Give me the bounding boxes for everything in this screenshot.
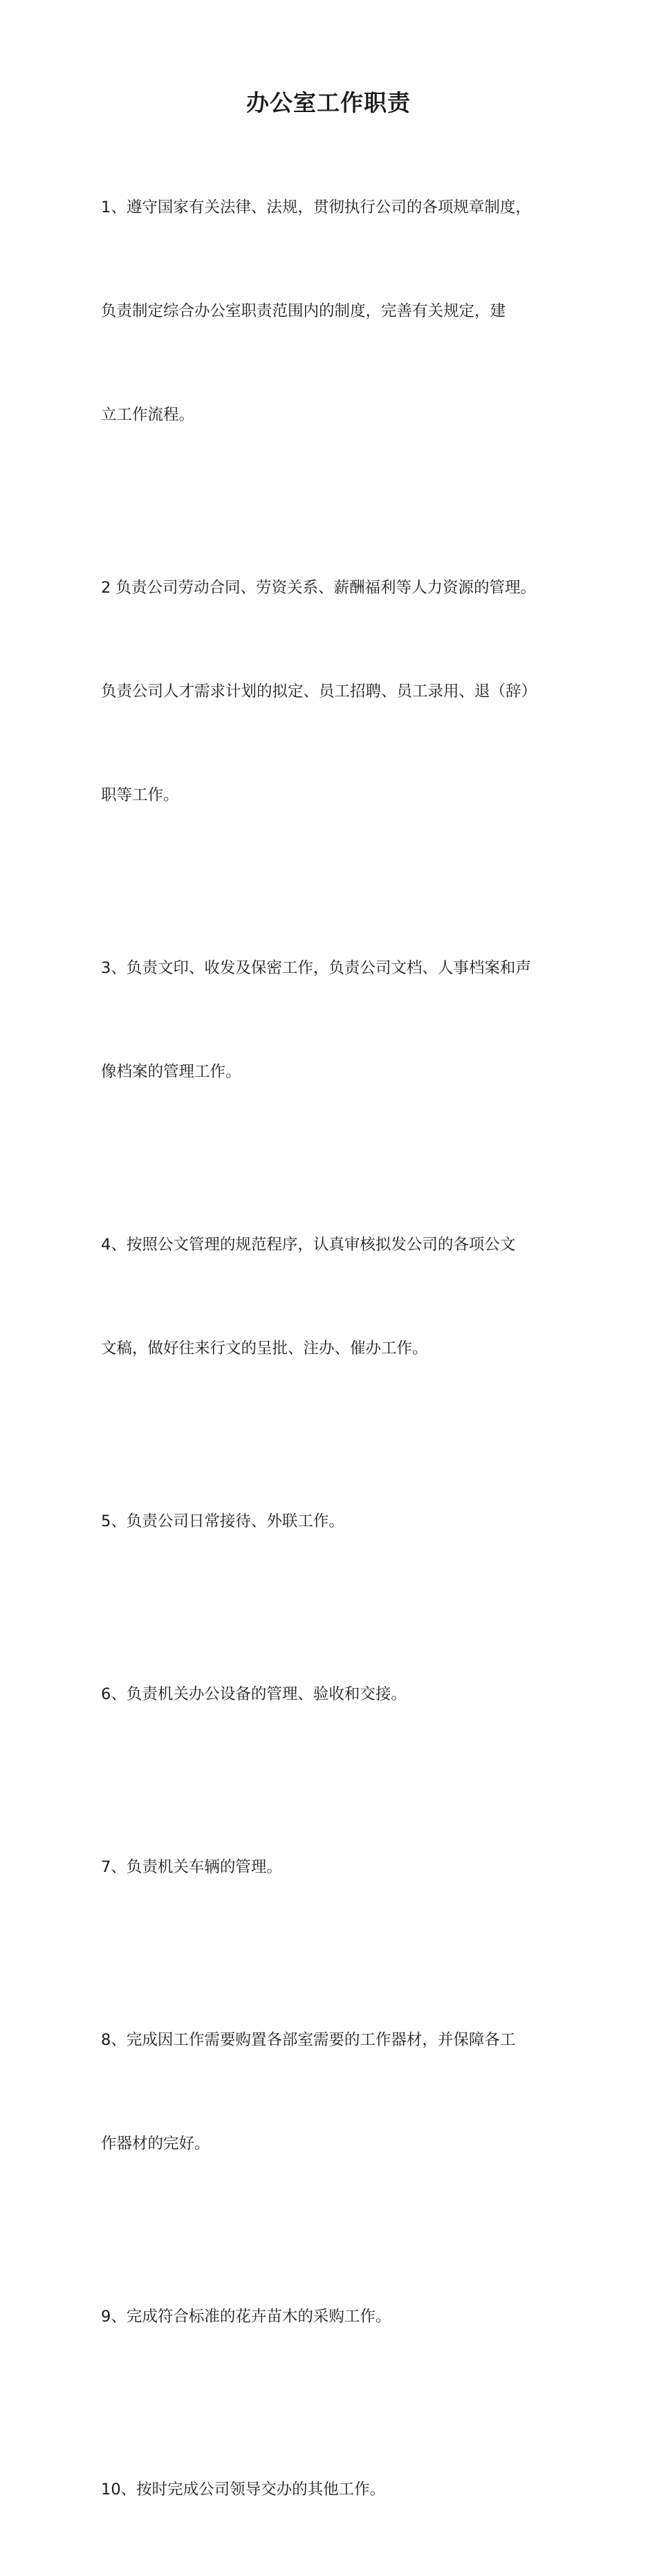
duty-item-3 xyxy=(101,882,578,1158)
duty-item-8 xyxy=(101,1954,578,2230)
duty-line: 立工作流程。 xyxy=(101,406,195,424)
duty-line: 2 负责公司劳动合同、劳资关系、薪酬福利等人力资源的管理。 xyxy=(101,579,536,597)
duty-line: 7、负责机关车辆的管理。 xyxy=(101,1858,282,1876)
duty-item-10 xyxy=(101,2403,578,2576)
duty-line: 文稿，做好往来行文的呈批、注办、催办工作。 xyxy=(101,1340,428,1358)
duty-item-9 xyxy=(101,2230,578,2403)
duty-line: 4、按照公文管理的规范程序，认真审核拟发公司的各项公文 xyxy=(101,1236,516,1254)
duty-line: 5、负责公司日常接待、外联工作。 xyxy=(101,1512,344,1530)
duty-item-1 xyxy=(101,121,578,501)
duty-item-7 xyxy=(101,1781,578,1954)
duty-line: 10、按时完成公司领导交办的其他工作。 xyxy=(101,2481,386,2499)
duty-line: 作器材的完好。 xyxy=(101,2135,210,2153)
document-title: 办公室工作职责 xyxy=(246,89,411,116)
duty-line: 1、遵守国家有关法律、法规，贯彻执行公司的各项规章制度， xyxy=(101,198,531,216)
duty-line: 9、完成符合标准的花卉苗木的采购工作。 xyxy=(101,2308,391,2326)
duty-line: 8、完成因工作需要购置各部室需要的工作器材，并保障各工 xyxy=(101,2031,516,2049)
document-body xyxy=(101,121,578,2576)
duty-item-5 xyxy=(101,1435,578,1608)
duty-item-6 xyxy=(101,1608,578,1781)
duty-line: 职等工作。 xyxy=(101,786,179,804)
duty-line: 负责制定综合办公室职责范围内的制度，完善有关规定，建 xyxy=(101,302,506,320)
duty-item-2 xyxy=(101,501,578,882)
duty-line: 6、负责机关办公设备的管理、验收和交接。 xyxy=(101,1685,407,1703)
duty-line: 3、负责文印、收发及保密工作，负责公司文档、人事档案和声 xyxy=(101,959,531,977)
duty-line: 像档案的管理工作。 xyxy=(101,1063,241,1081)
duty-item-4 xyxy=(101,1158,578,1435)
duty-line: 负责公司人才需求计划的拟定、员工招聘、员工录用、退（辞） xyxy=(101,683,537,701)
